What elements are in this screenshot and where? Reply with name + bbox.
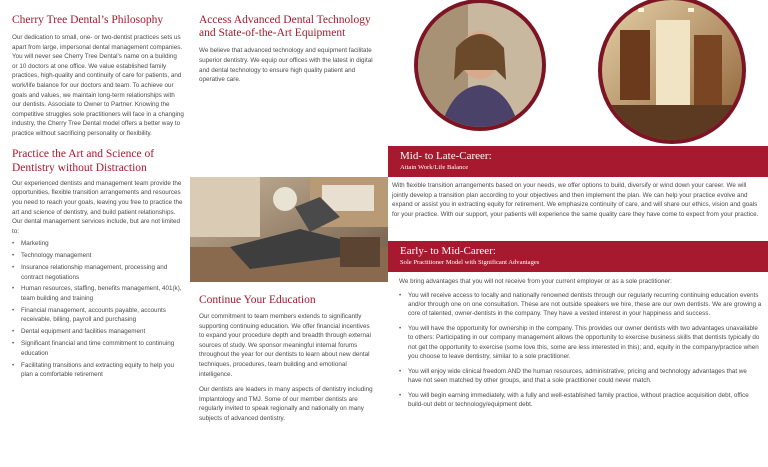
education-body-1: Our commitment to team members extends to significantly supporting continuing education. We offer financial incentives to expand your procedure depth and breadth through external sources of study. We sponsor meaningful internal forums throughout the year for our dentists to learn about new dental techniques, procedures, team building and emotional intelligence. (199, 313, 371, 378)
operatory-photo-illustration (190, 177, 388, 282)
left-column (12, 14, 184, 382)
list-item: • You will enjoy wide clinical freedom AND the human resources, administrative, pricing and technology advantages that we have not seen matched by other groups, and that a sole practitioner could never match. (399, 367, 762, 386)
list-item: • Insurance relationship management, processing and contract negotiations (12, 263, 184, 282)
middle-column-top (199, 14, 375, 85)
list-item: • You will receive access to locally and nationally renowned dentists through our regularly recurring continuing education events and/or through one on one consultation. These are not outside speakers we hire, these are our own dentists. We are growing a core of talented, owner-dentists in the company. They have a vested interest in your happiness and success. (399, 291, 762, 319)
early-mid-title: Early- to Mid-Career: (400, 245, 496, 257)
practice-title: Practice the Art and Science of Dentistry without Distraction (12, 148, 155, 174)
mid-late-career-banner (388, 146, 768, 177)
list-item: • Financial management, accounts payable, accounts receivable, billing, payroll and purchasing (12, 306, 184, 325)
early-mid-career-banner (388, 241, 768, 272)
list-item: • Significant financial and time commitment to continuing education (12, 339, 184, 358)
middle-column-bottom (199, 294, 375, 423)
philosophy-body: Our dedication to small, one- or two-dentist practices sets us apart from large, impersonal dental management companies. You will never see Cherry Tree Dental’s name on a building or 10 doctors at one office. We value established family practices, high-quality and continuity of care for patients, and work/life balance for our doctors and team. To achieve our goals and values, we maintain long-term relationships with our dentists. Associate to Owner to Partner. Knowing the competitive struggles sole practitioners will face in a changing industry, the Cherry Tree Dental model offers a better way to practice without sacrificing personality or flexibility. (12, 34, 184, 137)
technology-body: We believe that advanced technology and equipment facilitate superior dentistry. We equip our offices with the latest in digital and dental technology to ensure high quality patient and operative care. (199, 47, 373, 84)
practice-body: Our experienced dentists and management team provide the opportunities, flexible transition arrangements and resources you need to reach your goals, leaving you free to practice the art and science of dentistry, and build patient relationships. Our dental management services include, but are not limited to: (12, 179, 183, 235)
mid-late-subtitle: Attain Work/Life Balance (400, 163, 469, 171)
list-item: • Technology management (12, 251, 184, 260)
mid-late-section (392, 181, 762, 219)
education-body-2: Our dentists are leaders in many aspects of dentistry including Implantology and TMJ. Some of our member dentists are regularly invited to speak regionally and nationally on many subjects of advanced dentistry. (199, 386, 373, 422)
photo-panel (388, 0, 768, 146)
operatory-photo (190, 177, 388, 282)
list-item: • Marketing (12, 239, 184, 248)
list-item: • You will begin earning immediately, with a fully and well-established family practice, without practice acquisition debt, office build-out debt or technology/equipment debt. (399, 391, 762, 410)
early-mid-intro: We bring advantages that you will not receive from your current employer or as a sole practitioner: (399, 278, 672, 285)
services-list (12, 239, 184, 379)
list-item: • Dental equipment and facilities management (12, 327, 184, 336)
education-title: Continue Your Education (199, 294, 316, 306)
photo-panel-art (388, 0, 768, 146)
early-mid-section (399, 277, 762, 412)
early-mid-subtitle: Sole Practitioner Model with Significant Advantages (400, 258, 540, 266)
mid-late-body: With flexible transition arrangements based on your needs, we offer options to build, diversify or wind down your career. We will jointly develop a transition plan according to your objectives and then implement the plan. We can help your practice evolve and expand or assist you in extracting equity for retirement. We emphasize continuity of care, and will share our ethics, vision and goals for your practice. With our support, your patients will experience the same quality care they have come to expect from your practice. (392, 182, 759, 218)
technology-title: Access Advanced Dental Technology and State-of-the-Art Equipment (199, 14, 371, 40)
mid-late-title: Mid- to Late-Career: (400, 150, 492, 162)
list-item: • Facilitating transitions and extracting equity to help you plan a comfortable retirement (12, 361, 184, 380)
list-item: • You will have the opportunity for ownership in the company. This provides our owner dentists with two advantages unavailable to others: Participating in our company management allows the opportunity to exercise business skills that dentists typically do not get the opportunity to exercise (some love this, some are less interested in this); and, equity in the company/practice when you choose to leave dentistry, similar to a sole practitioner. (399, 324, 762, 362)
advantages-list (399, 291, 762, 410)
philosophy-title: Cherry Tree Dental’s Philosophy (12, 14, 164, 26)
list-item: • Human resources, staffing, benefits management, 401(k), team building and training (12, 284, 184, 303)
